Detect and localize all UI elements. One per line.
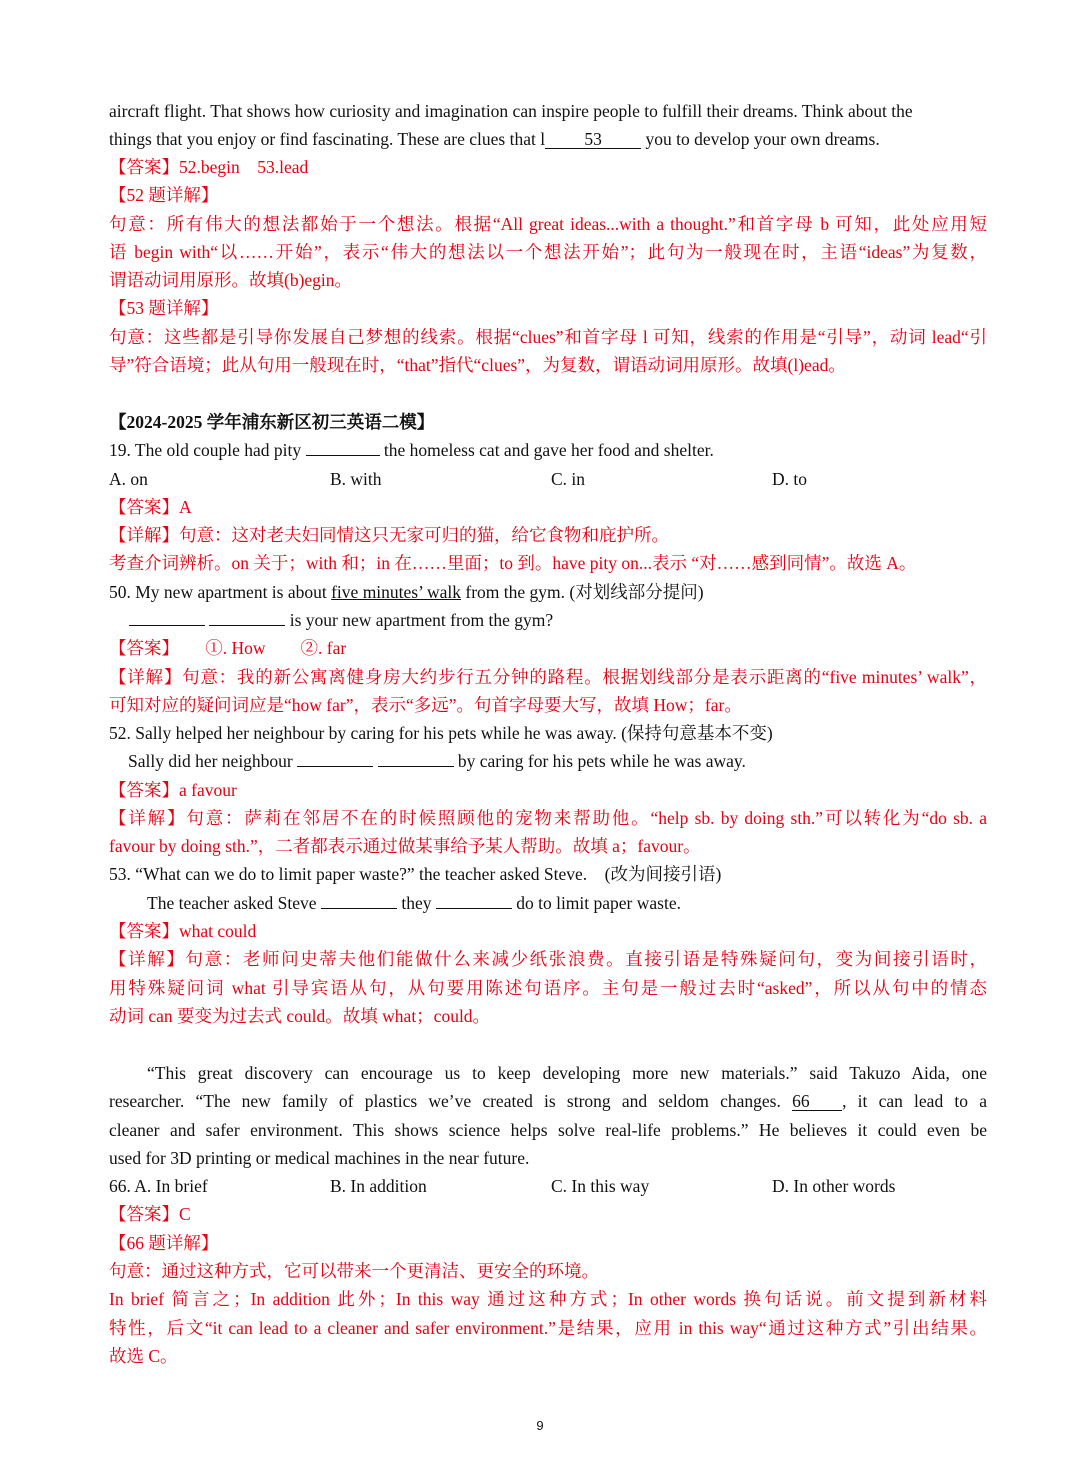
answer-line: 【答案】what could <box>109 921 257 941</box>
stem-text: 50. My new apartment is about <box>109 582 327 602</box>
passage-text: things that you enjoy or find fascinating. These are clues that l <box>109 129 546 149</box>
question-50-line2 <box>109 608 987 632</box>
stem-text: Sally did her neighbour <box>128 751 293 771</box>
explanation-line: 考查介词辨析。on 关于；with 和；in 在……里面；to 到。have pity on...表示 “对……感到同情”。故选 A。 <box>109 553 917 573</box>
explanation-line: 【详解】句意：这对老夫妇同情这只无家可归的猫，给它食物和庇护所。 <box>109 525 669 545</box>
explanation-line: 导”符合语境；此从句用一般现在时，“that”指代“clues”，为复数，谓语动词用原形。故填(l)ead。 <box>109 355 846 375</box>
answer-line: 【答案】a favour <box>109 780 237 800</box>
option-a: A. on <box>109 469 148 489</box>
blank-53: 53 <box>545 130 641 149</box>
passage-text: you to develop your own dreams. <box>645 129 880 149</box>
page-number: 9 <box>536 1418 544 1433</box>
passage-line: cleaner and safer environment. This shows science helps solve real-life problems.” He believes it could even be <box>109 1120 987 1140</box>
passage-line <box>109 1061 987 1085</box>
question-52-stem: 52. Sally helped her neighbour by caring for his pets while he was away. (保持句意基本不变) <box>109 723 773 743</box>
explanation-line: 【详解】句意：老师问史蒂夫他们能做什么来减少纸张浪费。直接引语是特殊疑问句，变为间接引语时， <box>109 949 987 969</box>
passage-line: used for 3D printing or medical machines in the near future. <box>109 1148 530 1168</box>
explanation-line: 动词 can 要变为过去式 could。故填 what；could。 <box>109 1006 491 1026</box>
stem-text: by caring for his pets while he was away. <box>457 751 746 771</box>
option-b: B. with <box>330 469 382 489</box>
blank-1 <box>321 908 397 909</box>
stem-text: from the gym. (对划线部分提问) <box>465 582 704 602</box>
explanation-heading: 【53 题详解】 <box>109 298 219 318</box>
explanation-line: 语 begin with“以……开始”，表示“伟大的想法以一个想法开始”；此句为一般现在时，主语“ideas”为复数， <box>109 242 987 262</box>
passage-line <box>109 1089 987 1113</box>
explanation-line: 句意：所有伟大的想法都始于一个想法。根据“All great ideas...with a thought.”和首字母 b 可知，此处应用短 <box>109 214 987 234</box>
blank-1 <box>129 625 205 626</box>
question-53-line2 <box>109 891 987 915</box>
blank-66: 66 <box>792 1092 842 1111</box>
question-19-stem <box>109 438 987 462</box>
passage-text: researcher. “The new family of plastics we’ve created is strong and seldom changes. <box>109 1091 781 1111</box>
stem-text: the homeless cat and gave her food and shelter. <box>383 440 714 460</box>
passage-text: , it can lead to a <box>842 1091 987 1111</box>
blank <box>306 455 380 456</box>
stem-text: is your new apartment from the gym? <box>289 610 554 630</box>
question-50-stem <box>109 580 987 604</box>
answer-line: 【答案】A <box>109 497 192 517</box>
question-52-line2 <box>109 749 987 773</box>
stem-text: The teacher asked Steve <box>147 893 317 913</box>
passage-line <box>109 127 987 151</box>
explanation-line: 【详解】句意：萨莉在邻居不在的时候照顾他的宠物来帮助他。“help sb. by doing sth.”可以转化为“do sb. a <box>109 808 987 828</box>
option-d: D. to <box>772 469 807 489</box>
explanation-line: In brief 简言之；In addition 此外；In this way 通过这种方式；In other words 换句话说。前文提到新材料 <box>109 1289 987 1309</box>
blank-2 <box>209 625 285 626</box>
option-b: B. In addition <box>330 1176 427 1196</box>
blank-2 <box>436 908 512 909</box>
stem-text: 19. The old couple had pity <box>109 440 302 460</box>
passage-line: aircraft flight. That shows how curiosity and imagination can inspire people to fulfill their dreams. Think about the <box>109 101 913 121</box>
explanation-line: 句意：通过这种方式，它可以带来一个更清洁、更安全的环境。 <box>109 1261 599 1281</box>
explanation-heading: 【52 题详解】 <box>109 185 219 205</box>
explanation-line: 故选 C。 <box>109 1346 178 1366</box>
answer-line: 【答案】 ①. How ②. far <box>109 638 347 658</box>
option-c: C. in <box>551 469 586 489</box>
blank-1 <box>297 766 373 767</box>
explanation-line: favour by doing sth.”，二者都表示通过做某事给予某人帮助。故填 a；favour。 <box>109 836 701 856</box>
option-c: C. In this way <box>551 1176 650 1196</box>
underlined-phrase: five minutes’ walk <box>331 582 462 602</box>
answer-line: 【答案】52.begin 53.lead <box>109 157 309 177</box>
explanation-heading: 【66 题详解】 <box>109 1233 219 1253</box>
explanation-line: 谓语动词用原形。故填(b)egin。 <box>109 270 353 290</box>
blank-2 <box>378 766 454 767</box>
explanation-line: 【详解】句意：我的新公寓离健身房大约步行五分钟的路程。根据划线部分是表示距离的“five minutes’ walk”， <box>109 667 987 687</box>
explanation-line: 可知对应的疑问词应是“how far”，表示“多远”。句首字母要大写，故填 How；far。 <box>109 695 742 715</box>
option-a: 66. A. In brief <box>109 1176 208 1196</box>
option-d: D. In other words <box>772 1176 896 1196</box>
stem-text: do to limit paper waste. <box>516 893 681 913</box>
explanation-line: 特性，后文“it can lead to a cleaner and safer environment.”是结果，应用 in this way“通过这种方式”引出结果。 <box>109 1318 987 1338</box>
stem-text: they <box>401 893 432 913</box>
answer-line: 【答案】C <box>109 1204 191 1224</box>
explanation-line: 用特殊疑问词 what 引导宾语从句，从句要用陈述句语序。主句是一般过去时“asked”，所以从句中的情态 <box>109 978 987 998</box>
section-title: 【2024-2025 学年浦东新区初三英语二模】 <box>109 412 435 432</box>
explanation-line: 句意：这些都是引导你发展自己梦想的线索。根据“clues”和首字母 l 可知，线索的作用是“引导”，动词 lead“引 <box>109 327 987 347</box>
question-53-stem: 53. “What can we do to limit paper waste?” the teacher asked Steve. (改为间接引语) <box>109 864 722 884</box>
passage-text: “This great discovery can encourage us to keep developing more new materials.” said Takuzo Aida, one <box>147 1063 987 1083</box>
